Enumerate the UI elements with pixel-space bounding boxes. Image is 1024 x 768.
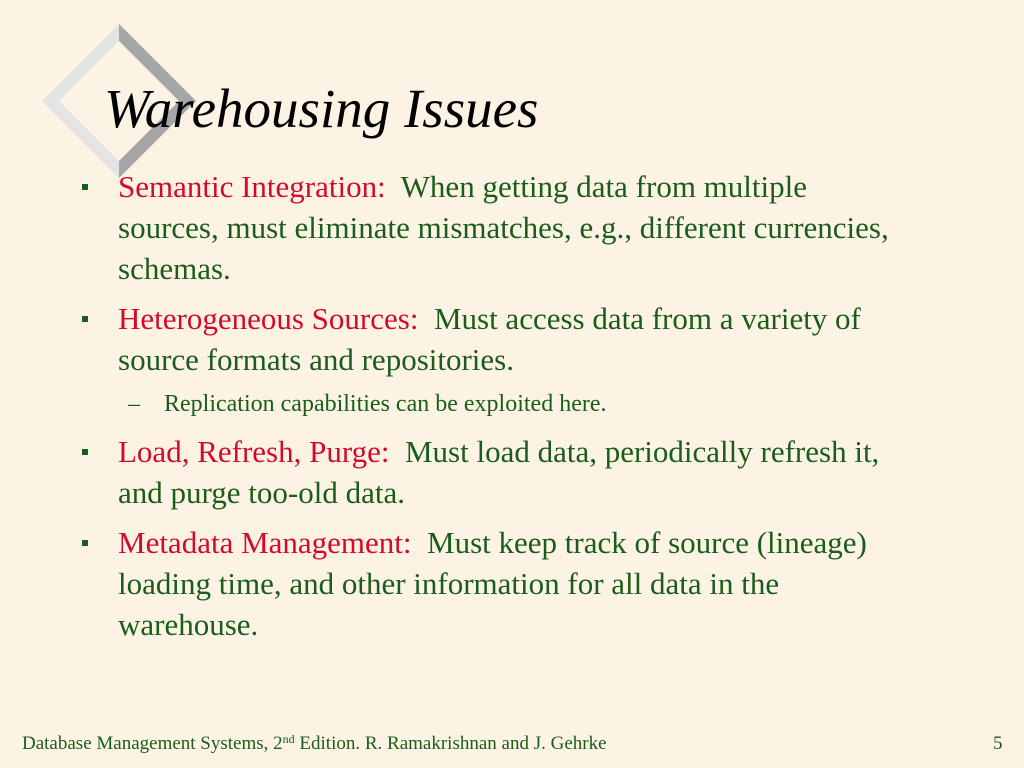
dash-marker: – <box>128 391 140 417</box>
bullet-heterogeneous-sources <box>80 298 910 380</box>
footer-text-after: Edition. R. Ramakrishnan and J. Gehrke <box>294 733 607 754</box>
sub-bullet-replication <box>118 387 910 421</box>
square-bullet-icon <box>82 316 88 322</box>
bullet-load-refresh-purge <box>80 431 910 513</box>
footer-superscript: nd <box>282 732 295 746</box>
bullet-text: When getting data from multiple sources, must eliminate mismatches, e.g., different currencies, schemas. <box>118 169 897 286</box>
square-bullet-icon <box>82 449 88 455</box>
slide-title: Warehousing Issues <box>104 78 539 139</box>
bullet-term: Semantic Integration: <box>118 169 386 204</box>
bullet-text: Must access data from a variety of source formats and repositories. <box>118 301 869 377</box>
square-bullet-icon <box>82 184 88 190</box>
bullet-list <box>80 166 910 654</box>
bullet-text: Must load data, periodically refresh it, and purge too-old data. <box>118 434 888 510</box>
bullet-term: Heterogeneous Sources: <box>118 301 419 336</box>
square-bullet-icon <box>82 540 88 546</box>
page-number: 5 <box>993 733 1003 754</box>
bullet-semantic-integration <box>80 166 910 289</box>
bullet-text: Must keep track of source (lineage) loading time, and other information for all data in the warehouse. <box>118 525 875 642</box>
sub-bullet-text: Replication capabilities can be exploited here. <box>164 391 607 417</box>
footer-citation <box>22 733 607 755</box>
footer-text-before: Database Management Systems, 2 <box>22 733 283 754</box>
bullet-term: Metadata Management: <box>118 525 412 560</box>
bullet-metadata-management <box>80 522 910 645</box>
bullet-term: Load, Refresh, Purge: <box>118 434 390 469</box>
